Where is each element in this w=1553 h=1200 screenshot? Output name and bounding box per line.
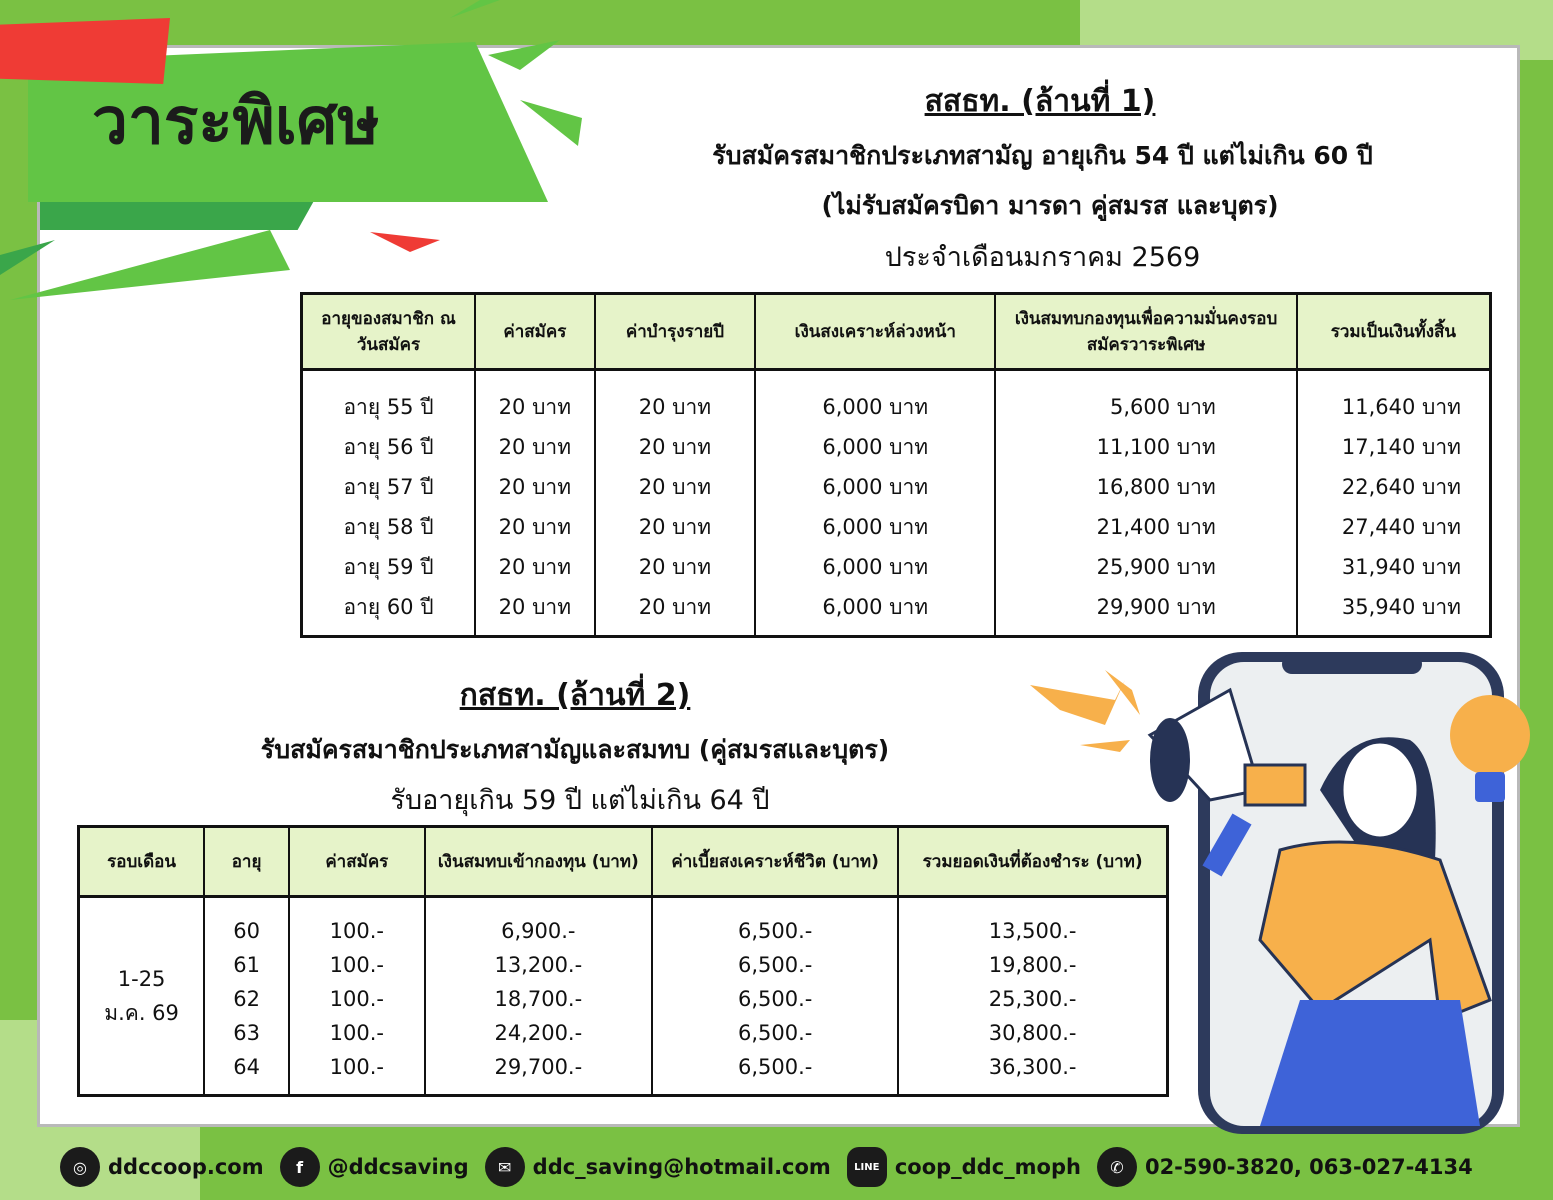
table1-cell: 6,000 บาท [822, 595, 929, 619]
col-header-application-fee: ค่าสมัคร [289, 827, 425, 897]
table2-cell: 13,500.- [988, 919, 1077, 943]
fund-list [426, 898, 651, 1084]
table1-cell: 20 บาท [638, 395, 712, 419]
table2-cell: 6,500.- [737, 1021, 813, 1045]
table2-cell: 6,900.- [501, 919, 576, 943]
table2-cell: 13,200.- [494, 953, 583, 977]
table1-cell: 20 บาท [498, 515, 572, 539]
table1-cell: 16,800 บาท [1096, 475, 1216, 499]
facebook-icon: f [280, 1147, 320, 1187]
membership-fee-table-1 [300, 292, 1492, 638]
table2-cell: 19,800.- [988, 953, 1077, 977]
table1-cell: 29,900 บาท [1096, 595, 1216, 619]
table2-cell: 100.- [329, 919, 384, 943]
table2-cell: 64 [233, 1055, 260, 1079]
table1-cell: อายุ 58 ปี [343, 515, 434, 539]
col-header-security-fund: เงินสมทบกองทุนเพื่อความมั่นคงรอบสมัครวาระพิเศษ [995, 294, 1296, 370]
table1-cell: 31,940 บาท [1341, 555, 1461, 579]
footer-facebook[interactable] [280, 1147, 469, 1187]
footer-line[interactable] [847, 1147, 1081, 1187]
headline-title: วาระพิเศษ [92, 85, 380, 159]
membership-fee-table-2 [77, 825, 1169, 1097]
section1-subtitle: รับสมัครสมาชิกประเภทสามัญ อายุเกิน 54 ปี แต่ไม่เกิน 60 ปี [712, 141, 1373, 170]
megaphone-woman-illustration [1020, 640, 1540, 1140]
table1-body [302, 370, 1491, 637]
phone-icon: ✆ [1097, 1147, 1137, 1187]
table2-cell: 61 [233, 953, 260, 977]
premium-list-cell [652, 897, 898, 1096]
table2-cell: 100.- [329, 953, 384, 977]
table1-cell: อายุ 55 ปี [343, 395, 434, 419]
period-month: ม.ค. 69 [104, 1001, 179, 1025]
section2-subtitle: รับสมัครสมาชิกประเภทสามัญและสมทบ (คู่สมรสและบุตร) [260, 735, 890, 764]
table2-cell: 6,500.- [737, 1055, 813, 1079]
table1-column-cell [755, 370, 995, 637]
table2-cell: 30,800.- [988, 1021, 1077, 1045]
table1-column-cell [1297, 370, 1491, 637]
table1-cell: 25,900 บาท [1096, 555, 1216, 579]
fund-list-cell [425, 897, 652, 1096]
table1-cell: 20 บาท [638, 555, 712, 579]
table2-cell: 24,200.- [494, 1021, 583, 1045]
table1-cell: 20 บาท [638, 475, 712, 499]
table1-cell: 20 บาท [498, 395, 572, 419]
table1-cell: 6,000 บาท [822, 435, 929, 459]
table1-cell: 35,940 บาท [1341, 595, 1461, 619]
table1-cell: 21,400 บาท [1096, 515, 1216, 539]
footer-email[interactable] [485, 1147, 831, 1187]
table1-column-cell [595, 370, 755, 637]
col-header-grand-total: รวมเป็นเงินทั้งสิ้น [1297, 294, 1491, 370]
table1-cell: 17,140 บาท [1341, 435, 1461, 459]
table1-cell: 20 บาท [498, 475, 572, 499]
section1-note: (ไม่รับสมัครบิดา มารดา คู่สมรส และบุตร) [821, 191, 1279, 220]
table2-cell: 6,500.- [737, 987, 813, 1011]
col-header-age: อายุ [204, 827, 289, 897]
col-header-period: รอบเดือน [79, 827, 205, 897]
section1-period: ประจำเดือนมกราคม 2569 [884, 242, 1201, 273]
fee-list [290, 898, 424, 1084]
age-list [205, 898, 288, 1084]
table1-cell: อายุ 59 ปี [343, 555, 434, 579]
table1-column-cell [302, 370, 476, 637]
table2-cell: 25,300.- [988, 987, 1077, 1011]
email-address[interactable]: ddc_saving@hotmail.com [532, 1155, 831, 1179]
col-header-application-fee: ค่าสมัคร [475, 294, 595, 370]
section2-age-range: รับอายุเกิน 59 ปี แต่ไม่เกิน 64 ปี [390, 785, 770, 816]
table1-cell: 6,000 บาท [822, 475, 929, 499]
table2-cell: 100.- [329, 1055, 384, 1079]
table1-cell: 20 บาท [638, 435, 712, 459]
period-dates: 1-25 [117, 967, 166, 991]
table2-cell: 36,300.- [988, 1055, 1077, 1079]
table1-cell: 11,640 บาท [1341, 395, 1461, 419]
phone-numbers[interactable]: 02-590-3820, 063-027-4134 [1144, 1155, 1473, 1179]
col-header-fund-contribution: เงินสมทบเข้ากองทุน (บาท) [425, 827, 652, 897]
line-app-icon: LINE [847, 1147, 887, 1187]
table2-cell: 18,700.- [494, 987, 583, 1011]
website-link[interactable]: ddccoop.com [108, 1155, 264, 1179]
col-header-life-premium: ค่าเบี้ยสงเคราะห์ชีวิต (บาท) [652, 827, 898, 897]
table1-cell: 6,000 บาท [822, 515, 929, 539]
col-header-total-payment: รวมยอดเงินที่ต้องชำระ (บาท) [898, 827, 1167, 897]
table2-cell: 29,700.- [494, 1055, 583, 1079]
table1-cell: 20 บาท [498, 435, 572, 459]
footer-website[interactable] [60, 1147, 264, 1187]
table1-cell: 20 บาท [498, 595, 572, 619]
table2-cell: 100.- [329, 987, 384, 1011]
table1-cell: 20 บาท [638, 595, 712, 619]
col-header-advance-aid: เงินสงเคราะห์ล่วงหน้า [755, 294, 995, 370]
table2-cell: 62 [233, 987, 260, 1011]
line-id[interactable]: coop_ddc_moph [894, 1155, 1081, 1179]
table1-cell: 27,440 บาท [1341, 515, 1461, 539]
col-header-annual-fee: ค่าบำรุงรายปี [595, 294, 755, 370]
premium-list [653, 898, 897, 1084]
globe-icon: ◎ [60, 1147, 100, 1187]
table1-cell: 20 บาท [638, 515, 712, 539]
table1-column-cell [995, 370, 1296, 637]
table1-cell: 5,600 บาท [1109, 395, 1216, 419]
facebook-handle[interactable]: @ddcsaving [327, 1155, 469, 1179]
fee-list-cell [289, 897, 425, 1096]
table1-cell: 6,000 บาท [822, 395, 929, 419]
footer-phone[interactable] [1097, 1147, 1473, 1187]
table1-cell: อายุ 56 ปี [343, 435, 434, 459]
table1-cell: 11,100 บาท [1096, 435, 1216, 459]
table2-cell: 100.- [329, 1021, 384, 1045]
table1-cell: 20 บาท [498, 555, 572, 579]
table2-cell: 6,500.- [737, 919, 813, 943]
table1-column-cell [475, 370, 595, 637]
table2-cell: 63 [233, 1021, 260, 1045]
period-cell [79, 897, 205, 1096]
table1-cell: อายุ 57 ปี [343, 475, 434, 499]
table1-cell: อายุ 60 ปี [343, 595, 434, 619]
table2-cell: 6,500.- [737, 953, 813, 977]
section1-title: สสธท. (ล้านที่ 1) [924, 84, 1156, 119]
section2-title: กสธท. (ล้านที่ 2) [459, 678, 691, 713]
table1-cell: 6,000 บาท [822, 555, 929, 579]
table1-cell: 22,640 บาท [1341, 475, 1461, 499]
table2-cell: 60 [233, 919, 260, 943]
email-icon: ✉ [485, 1147, 525, 1187]
col-header-age: อายุของสมาชิก ณ วันสมัคร [302, 294, 476, 370]
age-list-cell [204, 897, 289, 1096]
contact-footer [60, 1142, 1520, 1192]
